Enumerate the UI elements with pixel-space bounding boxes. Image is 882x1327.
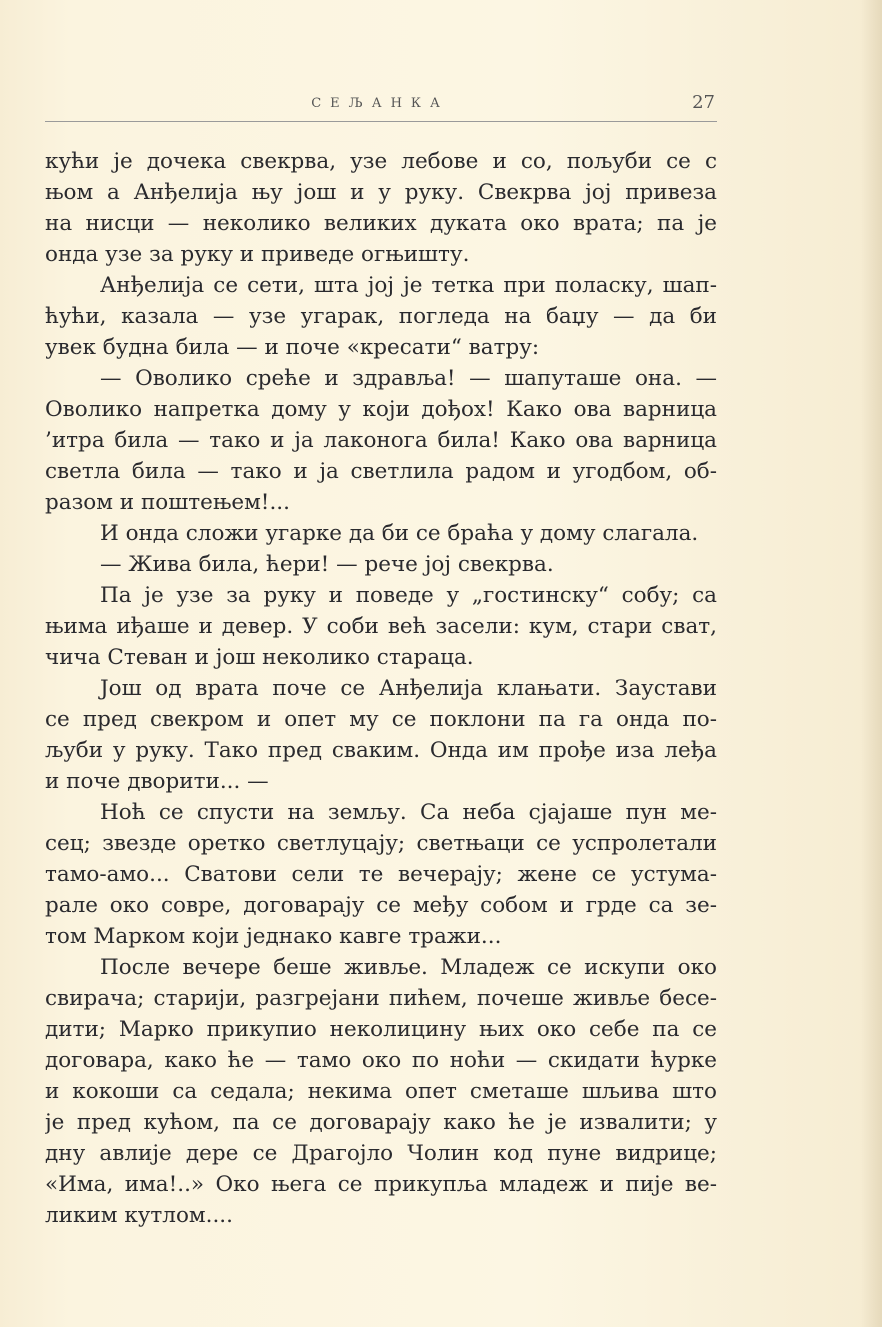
text-line: ћући, казала — узе угарак, погледа на баџу — да би — [45, 304, 717, 329]
text-line: ликим кутлом.... — [45, 1203, 233, 1228]
text-line: рале око совре, договарају се међу собом и грде са зе- — [45, 893, 717, 918]
text-line: дити; Марко прикупио неколицину њих око себе па се — [45, 1017, 717, 1042]
text-line: светла била — тако и ја светлила радом и угодбом, об- — [45, 459, 717, 484]
page-spine-shadow — [860, 0, 882, 1327]
text-line: Још од врата поче се Анђелија клањати. Заустави — [100, 676, 717, 701]
text-line: и поче дворити... — — [45, 769, 269, 794]
text-line: њима иђаше и девер. У соби већ засели: кум, стари сват, — [45, 614, 717, 639]
text-line: и кокоши са седала; некима опет сметаше шљива што — [45, 1079, 717, 1104]
text-line: кући је дочека свекрва, узе лебове и со, пољуби се с — [45, 149, 717, 174]
text-line: ’итра била — тако и ја лаконога била! Како ова варница — [45, 428, 717, 453]
header-rule — [45, 121, 717, 122]
text-line: онда узе за руку и приведе огњишту. — [45, 242, 470, 267]
page-number: 27 — [692, 92, 715, 113]
text-line: увек будна била — и поче «кресати“ ватру: — [45, 335, 540, 360]
text-line: разом и поштењем!... — [45, 490, 290, 515]
text-line: на нисци — неколико великих дуката око врата; па је — [45, 211, 717, 236]
running-title: СЕЉАНКА — [311, 96, 449, 111]
text-line: дну авлије дере се Драгојло Чолин код пуне видрице; — [45, 1141, 717, 1166]
text-line: том Марком који једнако кавге тражи... — [45, 924, 502, 949]
text-line: договара, како ће — тамо око по ноћи — скидати ћурке — [45, 1048, 717, 1073]
text-line: — Жива била, ћери! — рече јој свекрва. — [100, 552, 554, 577]
text-line: Ноћ се спусти на земљу. Са неба сјајаше пун ме- — [100, 800, 717, 825]
text-line: Оволико напретка дому у који дођох! Како ова варница — [45, 397, 717, 422]
text-line: После вечере беше живље. Младеж се искупи око — [100, 955, 717, 980]
body-text — [45, 146, 717, 1231]
text-line: је пред кућом, па се договарају како ће је извалити; у — [45, 1110, 717, 1135]
text-line: се пред свекром и опет му се поклони па га онда по- — [45, 707, 717, 732]
text-line: свирача; старији, разгрејани пићем, почеше живље бесе- — [45, 986, 717, 1011]
text-line: чича Стеван и још неколико стараца. — [45, 645, 474, 670]
text-line: И онда сложи угарке да би се браћа у дому слагала. — [100, 521, 699, 546]
page-header — [45, 92, 715, 122]
text-line: њом а Анђелија њу још и у руку. Свекрва јој привеза — [45, 180, 717, 205]
text-line: тамо-амо... Сватови сели те вечерају; жене се устума- — [45, 862, 717, 887]
text-line: «Има, има!..» Око њега се прикупља младеж и пије ве- — [45, 1172, 717, 1197]
text-line: Анђелија се сети, шта јој је тетка при поласку, шап- — [100, 273, 717, 298]
text-line: Па је узе за руку и поведе у „гостинску“ собу; са — [100, 583, 717, 608]
text-line: сец; звезде оретко светлуцају; светњаци се успролетали — [45, 831, 717, 856]
text-line: љуби у руку. Тако пред сваким. Онда им прође иза леђа — [45, 738, 717, 763]
text-line: — Оволико среће и здравља! — шапуташе она. — — [100, 366, 717, 391]
